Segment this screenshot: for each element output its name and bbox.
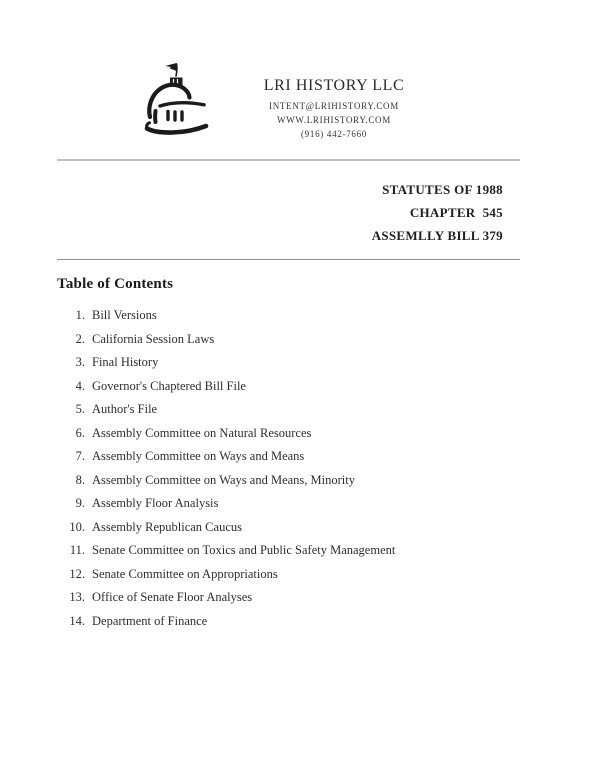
toc-item-number: 10. (69, 519, 85, 534)
company-email: INTENT@LRIHISTORY.COM (269, 101, 399, 111)
toc-item (57, 422, 537, 446)
divider-top (57, 159, 520, 161)
toc-item-label: California Session Laws (92, 331, 215, 346)
toc-item-number: 4. (75, 378, 85, 393)
statutes-line: STATUTES OF 1988 (382, 182, 503, 197)
toc-item-number: 7. (75, 449, 85, 463)
toc-item (57, 351, 537, 375)
toc-item-number: 9. (75, 496, 85, 510)
toc-item-label: Department of Finance (92, 613, 208, 628)
toc-item-label: Assembly Committee on Ways and Means, Minority (92, 472, 355, 487)
toc-item-label: Office of Senate Floor Analyses (92, 590, 253, 604)
toc-item-number: 1. (75, 308, 85, 322)
letterhead (214, 76, 454, 141)
toc-item (57, 516, 537, 540)
toc-item-number: 13. (69, 590, 85, 604)
chapter-line: CHAPTER 545 (409, 205, 503, 220)
toc-item-number: 6. (75, 425, 85, 440)
toc-item-label: Assembly Republican Caucus (92, 519, 242, 534)
toc-item-label: Assembly Floor Analysis (92, 496, 219, 510)
toc-item (57, 586, 537, 610)
toc-item (57, 610, 537, 634)
company-name: LRI HISTORY LLC (263, 77, 405, 94)
toc-item-label: Assembly Committee on Ways and Means (92, 449, 305, 463)
toc-item-label: Governor's Chaptered Bill File (92, 378, 246, 393)
toc-item-number: 5. (75, 402, 85, 416)
toc-item (57, 539, 537, 563)
toc-item (57, 563, 537, 587)
toc-item (57, 304, 537, 328)
toc-item-label: Senate Committee on Toxics and Public Safety Management (92, 543, 396, 557)
company-phone: (916) 442-7660 (300, 129, 368, 139)
toc-item-number: 12. (69, 566, 85, 581)
divider-bottom (57, 259, 520, 260)
toc-item (57, 328, 537, 352)
capitol-dome-icon (143, 60, 225, 140)
toc-item-number: 11. (69, 543, 85, 557)
toc-item-label: Senate Committee on Appropriations (92, 566, 278, 581)
capitol-dome-logo (143, 60, 225, 140)
toc-item (57, 445, 537, 469)
toc-item-label: Assembly Committee on Natural Resources (92, 425, 312, 440)
toc-item (57, 375, 537, 399)
bill-line: ASSEMLLY BILL 379 (371, 228, 503, 243)
company-website: WWW.LRIHISTORY.COM (277, 115, 391, 125)
toc-list (57, 304, 537, 633)
toc-title: Table of Contents (57, 276, 174, 292)
toc-item-number: 2. (75, 331, 85, 346)
toc-item-number: 8. (75, 472, 85, 487)
toc-item-label: Bill Versions (92, 308, 157, 322)
toc-item-label: Author's File (92, 402, 158, 416)
toc-item (57, 398, 537, 422)
document-info (253, 178, 503, 247)
toc-item-label: Final History (92, 355, 159, 369)
toc-item-number: 14. (69, 613, 85, 628)
toc-item (57, 469, 537, 493)
toc-item-number: 3. (75, 355, 85, 369)
toc-item (57, 492, 537, 516)
